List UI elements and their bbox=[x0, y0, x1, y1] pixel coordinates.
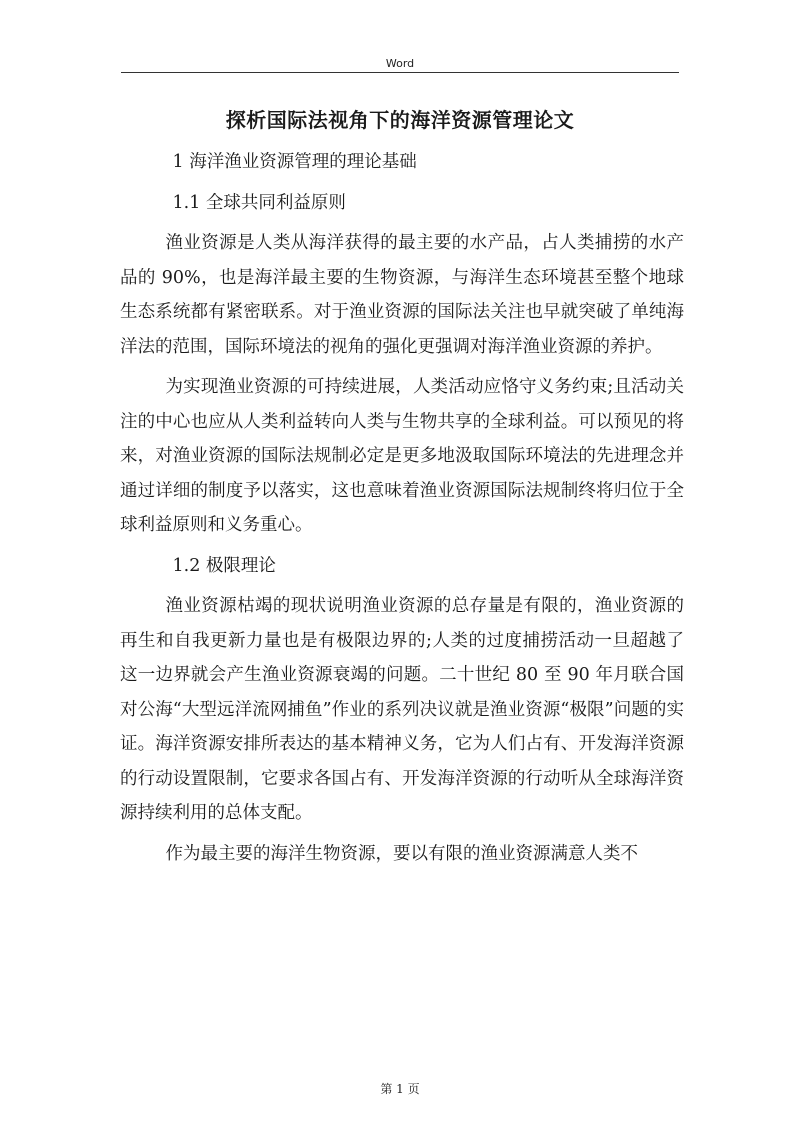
body-paragraph: 渔业资源枯竭的现状说明渔业资源的总存量是有限的，渔业资源的再生和自我更新力量也是有极限边界的;人类的过度捕捞活动一旦超越了这一边界就会产生渔业资源衰竭的问题。二十世纪 80 至 90 年月联合国对公海“大型远洋流网捕鱼”作业的系列决议就是渔业资源“极限”问题的实证。海洋资源安排所表达的基本精神义务，它为人们占有、开发海洋资源的行动设置限制，它要求各国占有、开发海洋资源的行动听从全球海洋资源持续利用的总体支配。 bbox=[120, 596, 684, 823]
document-title: 探析国际法视角下的海洋资源管理论文 bbox=[225, 108, 575, 132]
page-number: 第 1 页 bbox=[380, 1082, 420, 1096]
section-heading: 1 海洋渔业资源管理的理论基础 bbox=[172, 152, 417, 172]
document-body bbox=[120, 145, 684, 877]
body-paragraph: 渔业资源是人类从海洋获得的最主要的水产品，占人类捕捞的水产品的 90%，也是海洋最主要的生物资源，与海洋生态环境甚至整个地球生态系统都有紧密联系。对于渔业资源的国际法关注也早就突破了单纯海洋法的范围，国际环境法的视角的强化更强调对海洋渔业资源的养护。 bbox=[120, 233, 684, 357]
page-header-label: Word bbox=[385, 57, 415, 70]
subsection-heading: 1.1 全球共同利益原则 bbox=[172, 192, 346, 213]
subsection-heading: 1.2 极限理论 bbox=[172, 555, 276, 576]
body-paragraph: 为实现渔业资源的可持续进展，人类活动应恪守义务约束;且活动关注的中心也应从人类利益转向人类与生物共享的全球利益。可以预见的将来，对渔业资源的国际法规制必定是更多地汲取国际环境法的先进理念并通过详细的制度予以落实，这也意味着渔业资源国际法规制终将归位于全球利益原则和义务重心。 bbox=[120, 377, 684, 535]
header-divider bbox=[121, 72, 679, 73]
body-paragraph: 作为最主要的海洋生物资源，要以有限的渔业资源满意人类不 bbox=[165, 843, 638, 864]
